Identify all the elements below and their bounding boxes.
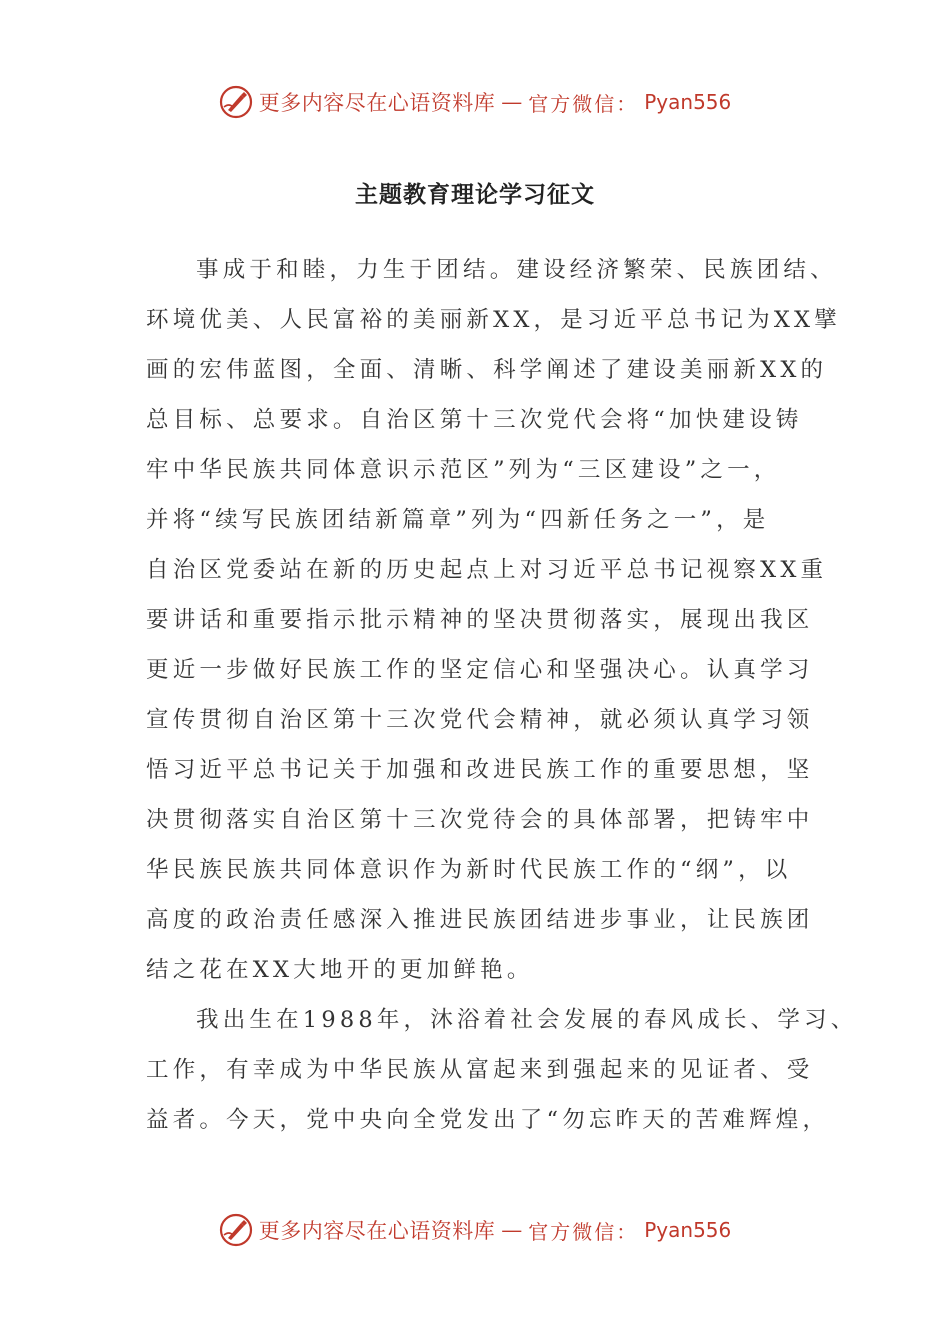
banner-content	[219, 85, 732, 119]
pen-logo-icon	[219, 1213, 253, 1247]
banner-wechat-id: Pyan556	[644, 90, 732, 114]
banner-dash: —	[501, 90, 523, 114]
paragraph-1-line: 结之花在XX大地开的更加鲜艳。	[146, 957, 534, 983]
banner-wechat-label: 官方微信：	[528, 1219, 639, 1244]
paragraph-2-line: 工作，有幸成为中华民族从富起来到强起来的见证者、受	[146, 1057, 814, 1083]
paragraph-1-line: 自治区党委站在新的历史起点上对习近平总书记视察XX重	[146, 557, 828, 583]
banner-wechat-label: 官方微信：	[528, 91, 639, 116]
paragraph-1-line: 环境优美、人民富裕的美丽新XX，是习近平总书记为XX擘	[146, 307, 841, 333]
paragraph-1-line: 画的宏伟蓝图，全面、清晰、科学阐述了建设美丽新XX的	[146, 357, 828, 383]
pen-logo-icon	[219, 85, 253, 119]
footer-watermark-banner	[0, 1210, 950, 1250]
document-title: 主题教育理论学习征文	[355, 181, 595, 208]
paragraph-1-line: 并将“续写民族团结新篇章”列为“四新任务之一”，是	[146, 507, 770, 533]
banner-content	[219, 1213, 732, 1247]
paragraph-1-line: 事成于和睦，力生于团结。建设经济繁荣、民族团结、	[196, 257, 837, 283]
document-body	[146, 245, 858, 1145]
banner-wechat-id: Pyan556	[644, 1218, 732, 1242]
paragraph-1-line: 更近一步做好民族工作的坚定信心和坚强决心。认真学习	[146, 657, 814, 683]
banner-main-text: 更多内容尽在心语资料库	[258, 91, 496, 115]
paragraph-1-line: 总目标、总要求。自治区第十三次党代会将“加快建设铸	[146, 407, 803, 433]
header-watermark-banner	[0, 82, 950, 122]
paragraph-1-line: 牢中华民族共同体意识示范区”列为“三区建设”之一，	[146, 457, 781, 483]
paragraph-1-line: 华民族民族共同体意识作为新时代民族工作的“纲”，以	[146, 857, 792, 883]
paragraph-1-line: 决贯彻落实自治区第十三次党待会的具体部署，把铸牢中	[146, 807, 814, 833]
paragraph-1-line: 宣传贯彻自治区第十三次党代会精神，就必须认真学习领	[146, 707, 814, 733]
banner-main-text: 更多内容尽在心语资料库	[258, 1219, 496, 1243]
banner-dash: —	[501, 1218, 523, 1242]
paragraph-1-line: 要讲话和重要指示批示精神的坚决贯彻落实，展现出我区	[146, 607, 814, 633]
paragraph-2-line: 益者。今天，党中央向全党发出了“勿忘昨天的苦难辉煌，	[146, 1107, 830, 1133]
paragraph-1-line: 高度的政治责任感深入推进民族团结进步事业，让民族团	[146, 907, 814, 933]
paragraph-2-line: 我出生在1988年，沐浴着社会发展的春风成长、学习、	[196, 1007, 858, 1033]
paragraph-1-line: 悟习近平总书记关于加强和改进民族工作的重要思想，坚	[146, 757, 814, 783]
